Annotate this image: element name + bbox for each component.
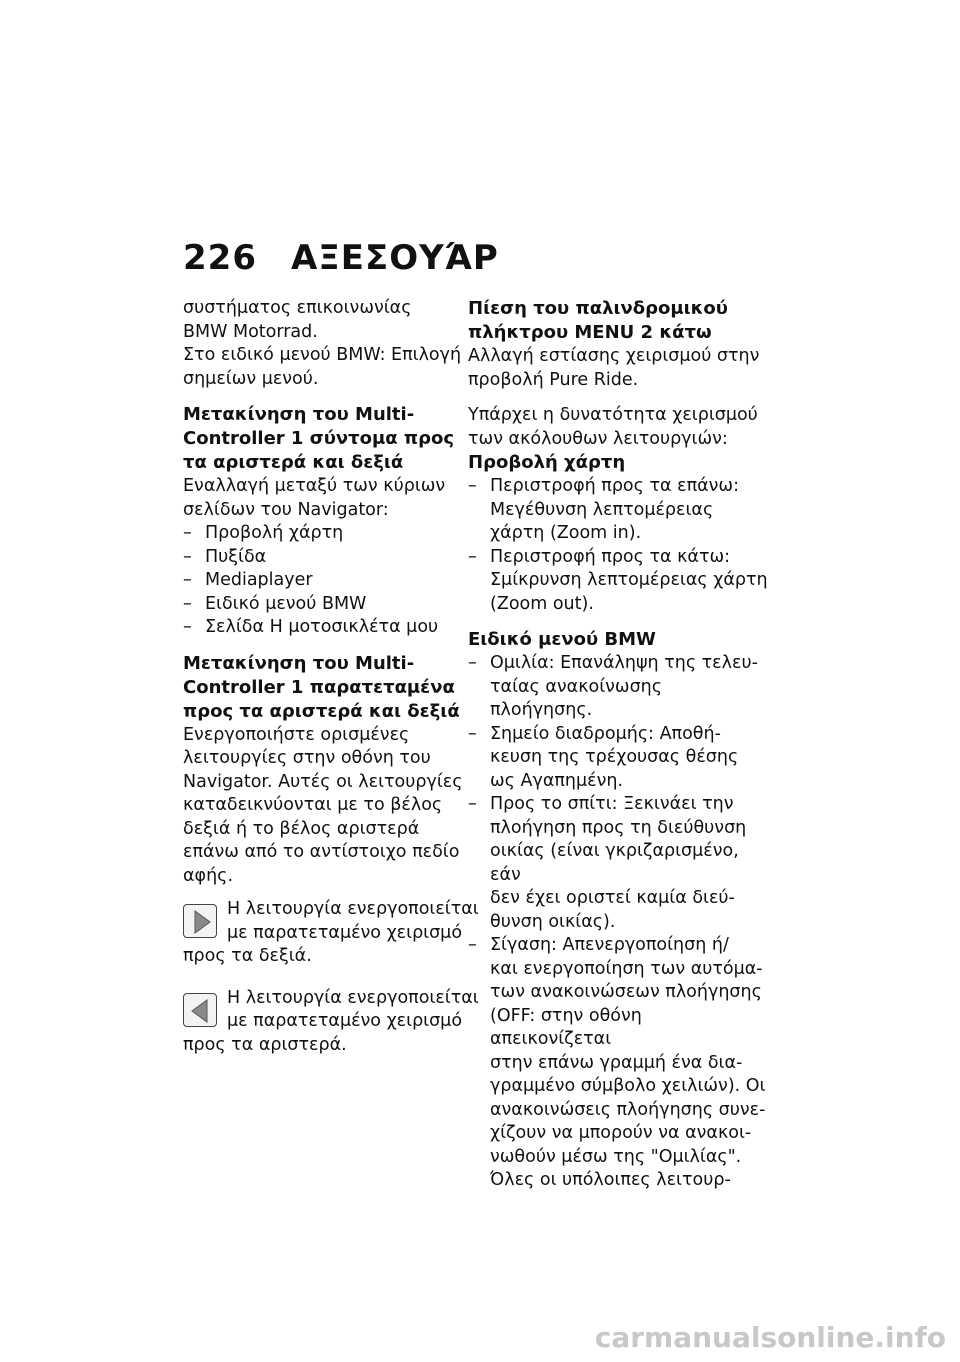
section-body: αφής. xyxy=(183,865,234,886)
list-item: – Προβολή χάρτη xyxy=(183,523,344,543)
list-item-cont: ανακοινώσεις πλοήγησης συνε- xyxy=(490,1099,766,1120)
list-item: – Mediaplayer xyxy=(183,570,313,590)
list-item-cont: Μεγέθυνση λεπτομέρειας xyxy=(490,499,714,520)
section-heading: Πίεση του παλινδρομικού xyxy=(468,298,728,319)
section-functions xyxy=(468,404,768,616)
note-right-arrow xyxy=(183,898,483,969)
note-line: προς τα αριστερά. xyxy=(183,1034,347,1055)
section-body: Ενεργοποιήστε ορισμένες xyxy=(183,724,410,745)
left-column xyxy=(183,297,483,1057)
list-item-cont: Όλες οι υπόλοιπες λειτουρ- xyxy=(490,1170,731,1190)
section-heading: τα αριστερά και δεξιά xyxy=(183,452,404,473)
list-item-cont: γραμμένο σύμβολο χειλιών). Οι xyxy=(490,1076,766,1096)
section-body: λειτουργίες στην οθόνη του xyxy=(183,748,431,768)
list-item-cont: και ενεργοποίηση των αυτόμα- xyxy=(490,958,763,979)
list-item: – Σελίδα Η μοτοσικλέτα μου xyxy=(183,617,439,637)
list-item-cont: ταίας ανακοίνωσης πλοήγησης. xyxy=(490,676,663,720)
section-body: Navigator. Αυτές οι λειτουργίες xyxy=(183,771,463,792)
intro-p2-line: σημείων μενού. xyxy=(183,368,319,389)
list-item: – Περιστροφή προς τα επάνω: xyxy=(468,476,739,496)
list-item-cont: δεν έχει οριστεί καμία διεύ- xyxy=(490,888,735,908)
intro-line: συστήματος επικοινωνίας xyxy=(183,298,412,318)
section-heading: πλήκτρου MENU 2 κάτω xyxy=(468,322,712,343)
list-item-cont: χίζουν να μπορούν να ανακοι- xyxy=(490,1123,752,1143)
note-left-arrow xyxy=(183,987,483,1058)
section-body: των ακόλουθων λειτουργιών: xyxy=(468,428,728,449)
section-body: Αλλαγή εστίασης χειρισμού στην xyxy=(468,346,760,366)
section-bmw-menu xyxy=(468,628,768,1193)
intro-p2-line: Στο ειδικό μενού BMW: Επιλογή xyxy=(183,345,462,365)
list-item-cont: νωθούν μέσω της "Ομιλίας". xyxy=(490,1146,742,1167)
intro-line: BMW Motorrad. xyxy=(183,321,318,342)
arrow-left-icon xyxy=(183,993,217,1027)
right-column xyxy=(468,297,768,1193)
section-heading: προς τα αριστερά και δεξιά xyxy=(183,700,460,722)
list-item-cont: οικίας (είναι γκριζαρισμένο, εάν xyxy=(490,841,739,885)
note-line: Η λειτουργία ενεργοποιείται xyxy=(227,899,479,919)
section-heading: Controller 1 παρατεταμένα xyxy=(183,676,455,698)
list-item-cont: (OFF: στην οθόνη απεικονίζεται xyxy=(490,1005,642,1049)
note-line: με παρατεταμένο χειρισμό xyxy=(227,1011,463,1031)
list-item-cont: (Zoom out). xyxy=(490,593,594,614)
list-item: – Προς το σπίτι: Ξεκινάει την xyxy=(468,794,734,814)
section-body: δεξιά ή το βέλος αριστερά xyxy=(183,818,420,839)
list-item-cont: χάρτη (Zoom in). xyxy=(490,523,642,543)
section-heading: Μετακίνηση του Multi- xyxy=(183,404,415,425)
section-body: επάνω από το αντίστοιχο πεδίο xyxy=(183,842,460,862)
page-number: 226 xyxy=(183,238,257,278)
section-short-move xyxy=(183,403,483,640)
note-line: προς τα δεξιά. xyxy=(183,946,312,966)
list-item: – Ομιλία: Επανάληψη της τελευ- xyxy=(468,653,758,673)
section-heading: Μετακίνηση του Multi- xyxy=(183,652,415,674)
arrow-right-icon xyxy=(183,904,217,938)
list-item: – Περιστροφή προς τα κάτω: xyxy=(468,546,731,567)
section-heading: Controller 1 σύντομα προς xyxy=(183,428,455,449)
list-item-cont: στην επάνω γραμμή ένα δια- xyxy=(490,1052,743,1073)
section-long-move xyxy=(183,652,483,1058)
section-body: Εναλλαγή μεταξύ των κύριων xyxy=(183,476,446,496)
list-item: – Ειδικό μενού BMW xyxy=(183,593,367,614)
list-item: – Σίγαση: Απενεργοποίηση ή/ xyxy=(468,935,729,955)
list-item: – Πυξίδα xyxy=(183,546,267,567)
subsection-heading: Ειδικό μενού BMW xyxy=(468,629,656,650)
list-item-cont: Σμίκρυνση λεπτομέρειας χάρτη xyxy=(490,570,768,590)
section-menu-down xyxy=(468,297,768,392)
section-body: σελίδων του Navigator: xyxy=(183,499,389,520)
watermark: carmanualsonline.info xyxy=(594,1321,946,1354)
list-item-cont: πλοήγηση προς τη διεύθυνση xyxy=(490,817,747,838)
list-item-cont: κευση της τρέχουσας θέσης xyxy=(490,747,739,767)
section-body: καταδεικνύονται με το βέλος xyxy=(183,795,443,815)
list-item: – Σημείο διαδρομής: Αποθή- xyxy=(468,723,721,744)
section-body: προβολή Pure Ride. xyxy=(468,369,639,390)
list-item-cont: θυνση οικίας). xyxy=(490,911,616,932)
section-body: Υπάρχει η δυνατότητα χειρισμού xyxy=(468,405,758,425)
list-item-cont: ως Αγαπημένη. xyxy=(490,770,624,791)
subsection-heading: Προβολή χάρτη xyxy=(468,452,626,473)
chapter-title: ΑΞΕΣΟΥΆΡ xyxy=(290,238,499,278)
list-item-cont: των ανακοινώσεων πλοήγησης xyxy=(490,982,762,1002)
page-header xyxy=(183,238,499,278)
note-line: με παρατεταμένο χειρισμό xyxy=(227,922,463,943)
note-line: Η λειτουργία ενεργοποιείται xyxy=(227,987,479,1008)
